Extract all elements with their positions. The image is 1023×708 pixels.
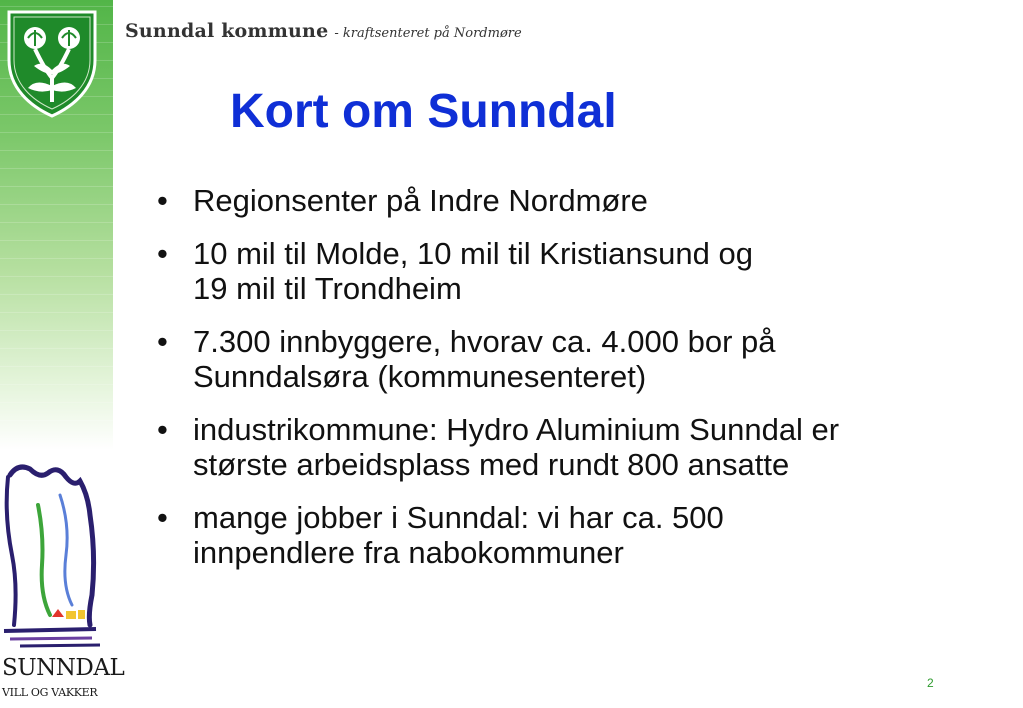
slide-title: Kort om Sunndal [230,85,617,138]
header [125,20,522,42]
logo-slogan: VILL OG VAKKER [2,686,98,699]
bullet-text-line: Sunndalsøra (kommunesenteret) [193,359,647,394]
bullet-text-line: største arbeidsplass med rundt 800 ansatte [193,447,790,482]
bullet-item [155,183,975,218]
bullet-item [155,500,975,570]
band-stripe [0,6,113,7]
bullet-item [155,236,975,306]
band-stripe [0,150,113,151]
band-stripe [0,330,113,331]
band-stripe [0,276,113,277]
bullet-text-line: mange jobber i Sunndal: vi har ca. 500 [193,500,724,535]
bullet-text-line: innpendlere fra nabokommuner [193,535,624,570]
band-stripe [0,312,113,313]
band-stripe [0,132,113,133]
header-municipality: Sunndal kommune [125,20,329,42]
band-stripe [0,168,113,169]
band-stripe [0,366,113,367]
header-tagline: - kraftsenteret på Nordmøre [334,26,522,41]
band-stripe [0,186,113,187]
band-stripe [0,222,113,223]
band-stripe [0,420,113,421]
bullet-list [155,183,975,588]
coat-of-arms-icon [6,8,98,120]
band-stripe [0,258,113,259]
bullet-icon: • [157,236,168,271]
logo-name: SUNNDAL [2,655,125,681]
band-stripe [0,348,113,349]
bullet-icon: • [157,324,168,359]
bullet-text-line: industrikommune: Hydro Aluminium Sunndal er [193,412,840,447]
bullet-icon: • [157,183,168,218]
bullet-icon: • [157,412,168,447]
bullet-text-line: 7.300 innbyggere, hvorav ca. 4.000 bor på [193,324,776,359]
page-number: 2 [927,676,934,690]
bullet-item [155,324,975,394]
bullet-text-line: 10 mil til Molde, 10 mil til Kristiansund og [193,236,753,271]
bullet-item [155,412,975,482]
bullet-text-line: 19 mil til Trondheim [193,271,462,306]
band-stripe [0,438,113,439]
band-stripe [0,204,113,205]
band-stripe [0,240,113,241]
band-stripe [0,402,113,403]
bullet-icon: • [157,500,168,535]
band-stripe [0,384,113,385]
bullet-text-line: Regionsenter på Indre Nordmøre [193,183,648,218]
band-stripe [0,294,113,295]
